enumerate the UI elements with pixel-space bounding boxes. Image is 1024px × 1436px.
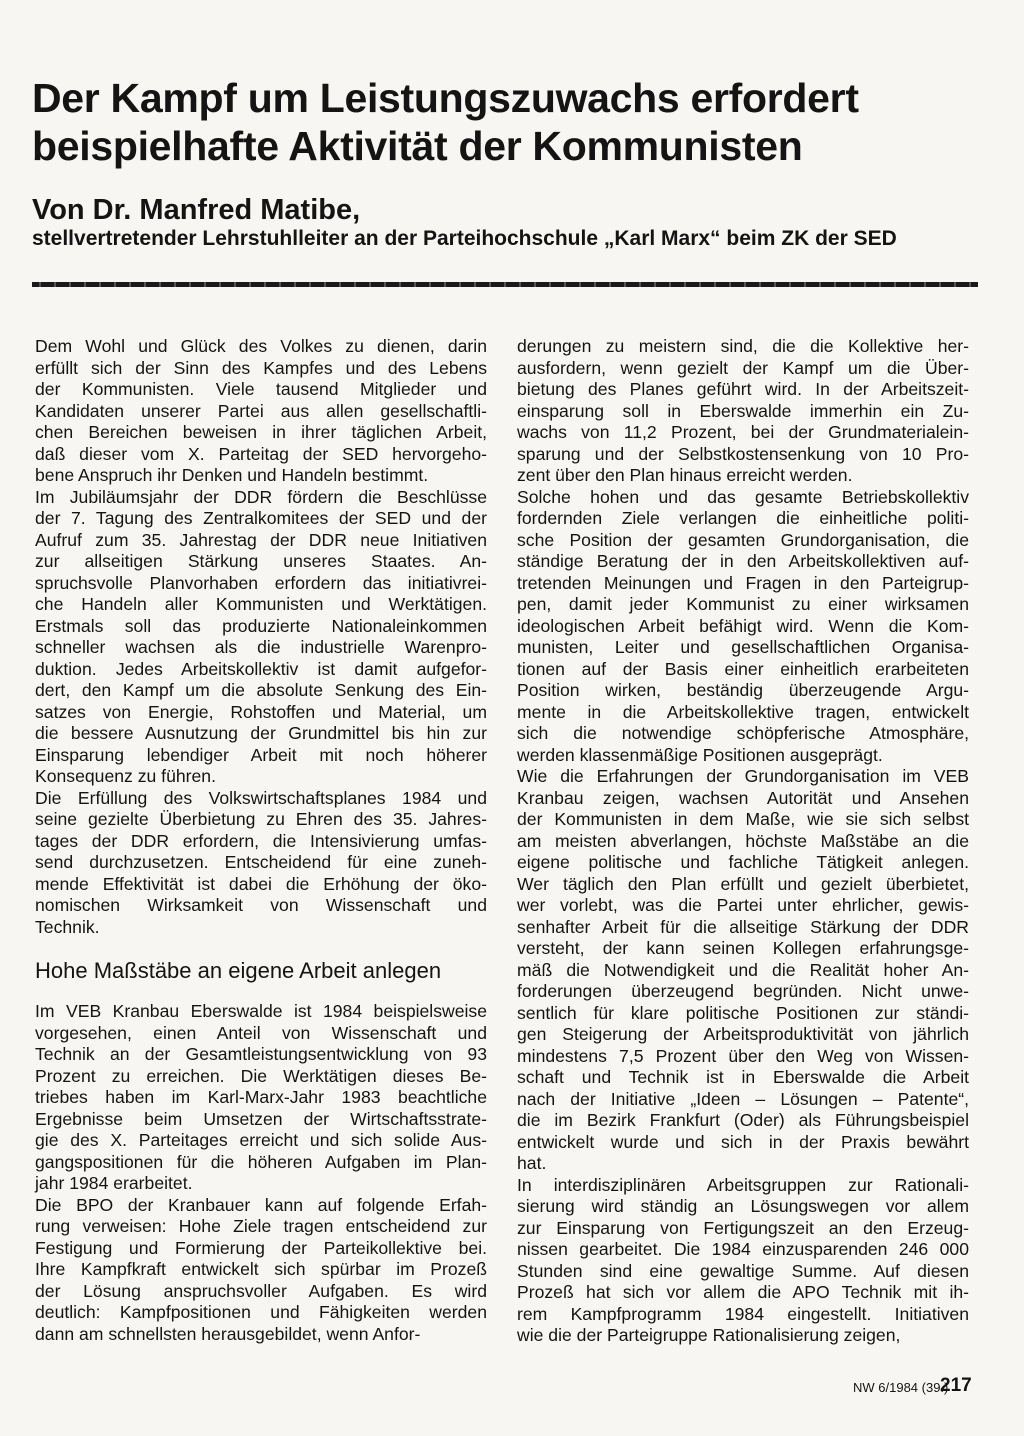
issue-reference: NW 6/1984 (39.)	[853, 1380, 949, 1395]
text-line: ideologischen Arbeit befähigt wird. Wenn die Kom-	[517, 615, 969, 636]
text-line: eigene politische und fachliche Tätigkeit anlegen.	[517, 852, 969, 872]
text-line: chen Bereichen beweisen in ihrer täglichen Arbeit,	[35, 422, 487, 442]
text-line: Ihre Kampfkraft entwickelt sich spürbar im Prozeß	[35, 1259, 487, 1279]
text-line: Technik an der Gesamtleistungsentwicklung von 93	[35, 1044, 487, 1064]
text-line: sierung wird ständig an Lösungswegen vor allem	[517, 1196, 969, 1216]
text-line: sparung und der Selbstkostensenkung von 10 Pro-	[517, 443, 969, 464]
text-line: Technik.	[35, 916, 100, 937]
text-line: Wie die Erfahrungen der Grundorganisation im VEB	[517, 766, 969, 786]
section-subheading: Hohe Maßstäbe an eigene Arbeit anlegen	[35, 958, 442, 983]
text-line: rem Kampfprogramm 1984 eingestellt. Initiativen	[517, 1303, 969, 1324]
text-line: zur Einsparung von Fertigungszeit an den Erzeug-	[517, 1217, 969, 1238]
author-name: Von Dr. Manfred Matibe,	[32, 194, 361, 226]
text-line: wie die der Parteigruppe Rationalisierung zeigen,	[517, 1325, 901, 1345]
text-line: zur allseitigen Stärkung unseres Staates. An-	[35, 551, 487, 571]
article-headline	[32, 74, 992, 170]
text-line: bietung des Planes geführt wird. In der Arbeitszeit-	[517, 379, 969, 399]
text-line: Die BPO der Kranbauer kann auf folgende Erfah-	[35, 1194, 487, 1215]
header-divider	[32, 282, 978, 287]
text-line: nach der Initiative „Ideen – Lösungen – Patente“,	[517, 1088, 969, 1109]
paragraph	[35, 487, 487, 788]
text-line: Dem Wohl und Glück des Volkes zu dienen, darin	[35, 336, 487, 356]
text-line: triebes haben im Karl-Marx-Jahr 1983 beachtliche	[35, 1087, 487, 1107]
text-line: dert, den Kampf um die absolute Senkung des Ein-	[35, 680, 487, 700]
left-column-lower	[35, 1001, 487, 1345]
text-line: mende Effektivität ist dabei die Erhöhung der öko-	[35, 873, 487, 894]
text-line: nissen gearbeitet. Die 1984 einzusparenden 246 000	[517, 1239, 969, 1259]
text-line: gen Steigerung der Arbeitsproduktivität von jährlich	[517, 1024, 969, 1044]
text-line: ständige Beratung der in den Arbeitskollektiven auf-	[517, 551, 969, 571]
text-line: der Lösung anspruchsvoller Aufgaben. Es wird	[35, 1280, 487, 1301]
paragraph	[517, 487, 969, 767]
text-line: dann am schnellsten herausgebildet, wenn Anfor-	[35, 1323, 421, 1344]
text-line: schaft und Technik ist in Eberswalde die Arbeit	[517, 1067, 969, 1087]
right-column	[517, 336, 969, 1347]
text-line: satzes von Energie, Rohstoffen und Material, um	[35, 701, 487, 722]
text-line: Einsparung lebendiger Arbeit mit noch höherer	[35, 744, 487, 765]
text-line: rung verweisen: Hohe Ziele tragen entscheidend zur	[35, 1216, 487, 1236]
text-line: send durchzusetzen. Entscheidend für eine zuneh-	[35, 852, 487, 872]
text-line: Position wirken, beständig überzeugende Argu-	[517, 680, 969, 700]
text-line: forderungen überzeugend begründen. Nicht unwe-	[517, 981, 969, 1001]
text-line: tionen auf der Basis einer einheitlich erarbeiteten	[517, 658, 969, 679]
text-line: deutlich: Kampfpositionen und Fähigkeiten werden	[35, 1302, 487, 1322]
text-line: mente in die Arbeitskollektive tragen, entwickelt	[517, 701, 969, 722]
text-line: ausfordern, wenn gezielt der Kampf um die Über-	[517, 357, 969, 378]
left-column-upper	[35, 336, 487, 938]
paragraph	[517, 1175, 969, 1347]
text-line: der Kommunisten. Viele tausend Mitglieder und	[35, 379, 487, 399]
page-number: 217	[940, 1375, 972, 1396]
text-line: Wer täglich den Plan erfüllt und gezielt überbietet,	[517, 873, 969, 894]
text-line: nomischen Wirksamkeit von Wissenschaft und	[35, 895, 487, 915]
text-line: Festigung und Formierung der Parteikollektive bei.	[35, 1237, 487, 1258]
text-line: zent über den Plan hinaus erreicht werden.	[517, 465, 853, 485]
text-line: entwickelt wurde und sich in der Praxis bewährt	[517, 1131, 969, 1152]
text-line: Prozeß hat sich vor allem die APO Technik mit ih-	[517, 1282, 969, 1302]
text-line: mäß die Notwendigkeit und die Realität hoher An-	[517, 959, 969, 980]
text-line: werden klassenmäßige Positionen ausgeprägt.	[517, 744, 883, 765]
text-line: seine gezielte Überbietung zu Ehren des 35. Jahres-	[35, 809, 487, 829]
text-line: schneller wachsen als die industrielle Warenpro-	[35, 637, 487, 657]
text-line: Prozent zu erreichen. Die Werktätigen dieses Be-	[35, 1065, 487, 1086]
paragraph	[517, 766, 969, 1175]
paragraph	[517, 336, 969, 487]
text-line: sentlich für klare politische Positionen zur ständi-	[517, 1002, 969, 1023]
text-line: erfüllt sich der Sinn des Kampfes und des Lebens	[35, 357, 487, 378]
text-line: der 7. Tagung des Zentralkomitees der SED und der	[35, 508, 487, 528]
text-line: versteht, der kann seinen Kollegen erfahrungsge-	[517, 938, 969, 958]
text-line: Solche hohen und das gesamte Betriebskollektiv	[517, 486, 969, 507]
text-line: mindestens 7,5 Prozent über den Weg von Wissen-	[517, 1045, 969, 1066]
text-line: Im VEB Kranbau Eberswalde ist 1984 beispielsweise	[35, 1001, 487, 1021]
text-line: wachs von 11,2 Prozent, bei der Grundmaterialein-	[517, 422, 969, 442]
text-line: senhafter Arbeit für die allseitige Stärkung der DDR	[517, 916, 969, 937]
paragraph	[35, 1001, 487, 1195]
text-line: Ergebnisse beim Umsetzen der Wirtschaftsstrate-	[35, 1108, 487, 1129]
paragraph	[35, 788, 487, 939]
text-line: die im Bezirk Frankfurt (Oder) als Führungsbeispiel	[517, 1110, 969, 1130]
text-line: fordernden Ziele verlangen die einheitliche politi-	[517, 508, 969, 528]
text-line: Kranbau zeigen, wachsen Autorität und Ansehen	[517, 787, 969, 808]
text-line: Aufruf zum 35. Jahrestag der DDR neue Initiativen	[35, 529, 487, 550]
text-line: Im Jubiläumsjahr der DDR fördern die Beschlüsse	[35, 486, 487, 507]
text-line: derungen zu meistern sind, die die Kollektive her-	[517, 336, 969, 356]
text-line: vorgesehen, einen Anteil von Wissenschaft und	[35, 1022, 487, 1043]
text-line: hat.	[517, 1153, 547, 1173]
paragraph	[35, 336, 487, 487]
text-line: pen, damit jeder Kommunist zu einer wirksamen	[517, 594, 969, 614]
text-line: die bessere Ausnutzung der Grundmittel bis hin zur	[35, 723, 487, 743]
text-line: gie des X. Parteitages erreicht und sich solide Aus-	[35, 1130, 487, 1150]
text-line: sich die notwendige schöpferische Atmosphäre,	[517, 723, 969, 743]
text-line: sche Position der gesamten Grundorganisation, die	[517, 529, 969, 550]
text-line: Die Erfüllung des Volkswirtschaftsplanes 1984 und	[35, 787, 487, 808]
text-line: duktion. Jedes Arbeitskollektiv ist damit aufgefor-	[35, 658, 487, 679]
text-line: tretenden Meinungen und Fragen in den Parteigrup-	[517, 572, 969, 593]
text-line: spruchsvolle Planvorhaben erfordern das initiativrei-	[35, 572, 487, 593]
text-line: am meisten abverlangen, höchste Maßstäbe an die	[517, 830, 969, 851]
text-line: der Kommunisten in dem Maße, wie sie sich selbst	[517, 809, 969, 829]
text-line: Konsequenz zu führen.	[35, 766, 216, 786]
text-line: Kandidaten unserer Partei aus allen gesellschaftli-	[35, 400, 487, 421]
text-line: Stunden sind eine gewaltige Summe. Auf diesen	[517, 1260, 969, 1281]
text-line: wer vorlebt, was die Partei unter ehrlicher, gewis-	[517, 895, 969, 915]
text-line: che Handeln aller Kommunisten und Werktätigen.	[35, 594, 487, 614]
text-line: Erstmals soll das produzierte Nationaleinkommen	[35, 615, 487, 636]
text-line: tages der DDR erfordern, die Intensivierung umfas-	[35, 830, 487, 851]
text-line: daß dieser vom X. Parteitag der SED hervorgeho-	[35, 443, 487, 464]
text-line: In interdisziplinären Arbeitsgruppen zur Rationali-	[517, 1174, 969, 1195]
paragraph	[35, 1195, 487, 1346]
text-line: jahr 1984 erarbeitet.	[35, 1173, 193, 1193]
text-line: munisten, Leiter und gesellschaftlichen Organisa-	[517, 637, 969, 657]
text-line: bene Anspruch ihr Denken und Handeln bestimmt.	[35, 465, 429, 485]
headline-line-1: Der Kampf um Leistungszuwachs erfordert	[32, 75, 859, 121]
author-role: stellvertretender Lehrstuhlleiter an der Parteihochschule „Karl Marx“ beim ZK der SED	[32, 227, 897, 250]
text-line: gangspositionen für die höheren Aufgaben im Plan-	[35, 1151, 487, 1172]
headline-line-2: beispielhafte Aktivität der Kommunisten	[32, 123, 803, 169]
text-line: einsparung soll in Eberswalde immerhin ein Zu-	[517, 400, 969, 421]
